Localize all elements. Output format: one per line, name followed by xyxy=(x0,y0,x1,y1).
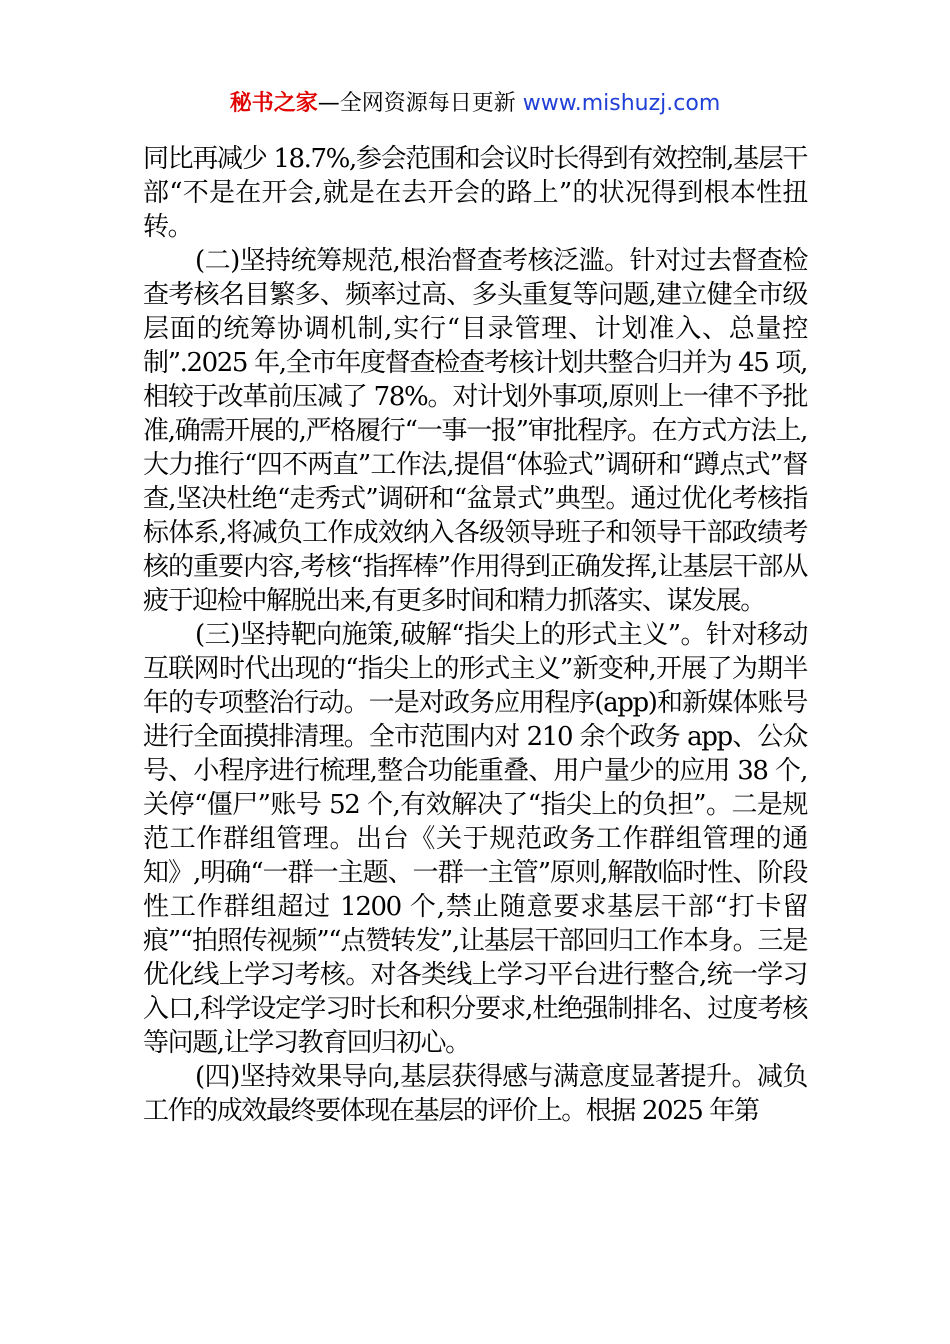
paragraph-section-3: (三)坚持靶向施策,破解“指尖上的形式主义”。针对移动互联网时代出现的“指尖上的形式主义”新变种,开展了为期半年的专项整治行动。一是对政务应用程序(app)和新媒体账号进行全面摸排清理。全市范围内对 210 余个政务 app、公众号、小程序进行梳理,整合功能重叠、用户量少的应用 38 个,关停“僵尸”账号 52 个,有效解决了“指尖上的负担”。二是规范工作群组管理。出台《关于规范政务工作群组管理的通知》,明确“一群一主题、一群一主管”原则,解散临时性、阶段性工作群组超过 1200 个,禁止随意要求基层干部“打卡留痕”“拍照传视频”“点赞转发”,让基层干部回归工作本身。三是优化线上学习考核。对各类线上学习平台进行整合,统一学习入口,科学设定学习时长和积分要求,杜绝强制排名、过度考核等问题,让学习教育回归初心。 xyxy=(143,620,807,1058)
paragraph-section-4: (四)坚持效果导向,基层获得感与满意度显著提升。减负工作的成效最终要体现在基层的评价上。根据 2025 年第 xyxy=(143,1062,807,1126)
document-body xyxy=(143,142,807,1128)
site-tagline: —全网资源每日更新 xyxy=(317,91,516,116)
site-header xyxy=(0,88,950,120)
paragraph-section-2: (二)坚持统筹规范,根治督查考核泛滥。针对过去督查检查考核名目繁多、频率过高、多头重复等问题,建立健全市级层面的统筹协调机制,实行“目录管理、计划准入、总量控制”.2025 年,全市年度督查检查考核计划共整合归并为 45 项,相较于改革前压减了 78%。对计划外事项,原则上一律不予批准,确需开展的,严格履行“一事一报”审批程序。在方式方法上,大力推行“四不两直”工作法,提倡“体验式”调研和“蹲点式”督查,坚决杜绝“走秀式”调研和“盆景式”典型。通过优化考核指标体系,将减负工作成效纳入各级领导班子和领导干部政绩考核的重要内容,考核“指挥棒”作用得到正确发挥,让基层干部从疲于迎检中解脱出来,有更多时间和精力抓落实、谋发展。 xyxy=(143,246,807,616)
paragraph-continuation: 同比再减少 18.7%,参会范围和会议时长得到有效控制,基层干部“不是在开会,就是在去开会的路上”的状况得到根本性扭转。 xyxy=(143,144,807,242)
site-url-link[interactable]: www.mishuzj.com xyxy=(522,91,721,116)
site-brand: 秘书之家 xyxy=(229,91,318,116)
